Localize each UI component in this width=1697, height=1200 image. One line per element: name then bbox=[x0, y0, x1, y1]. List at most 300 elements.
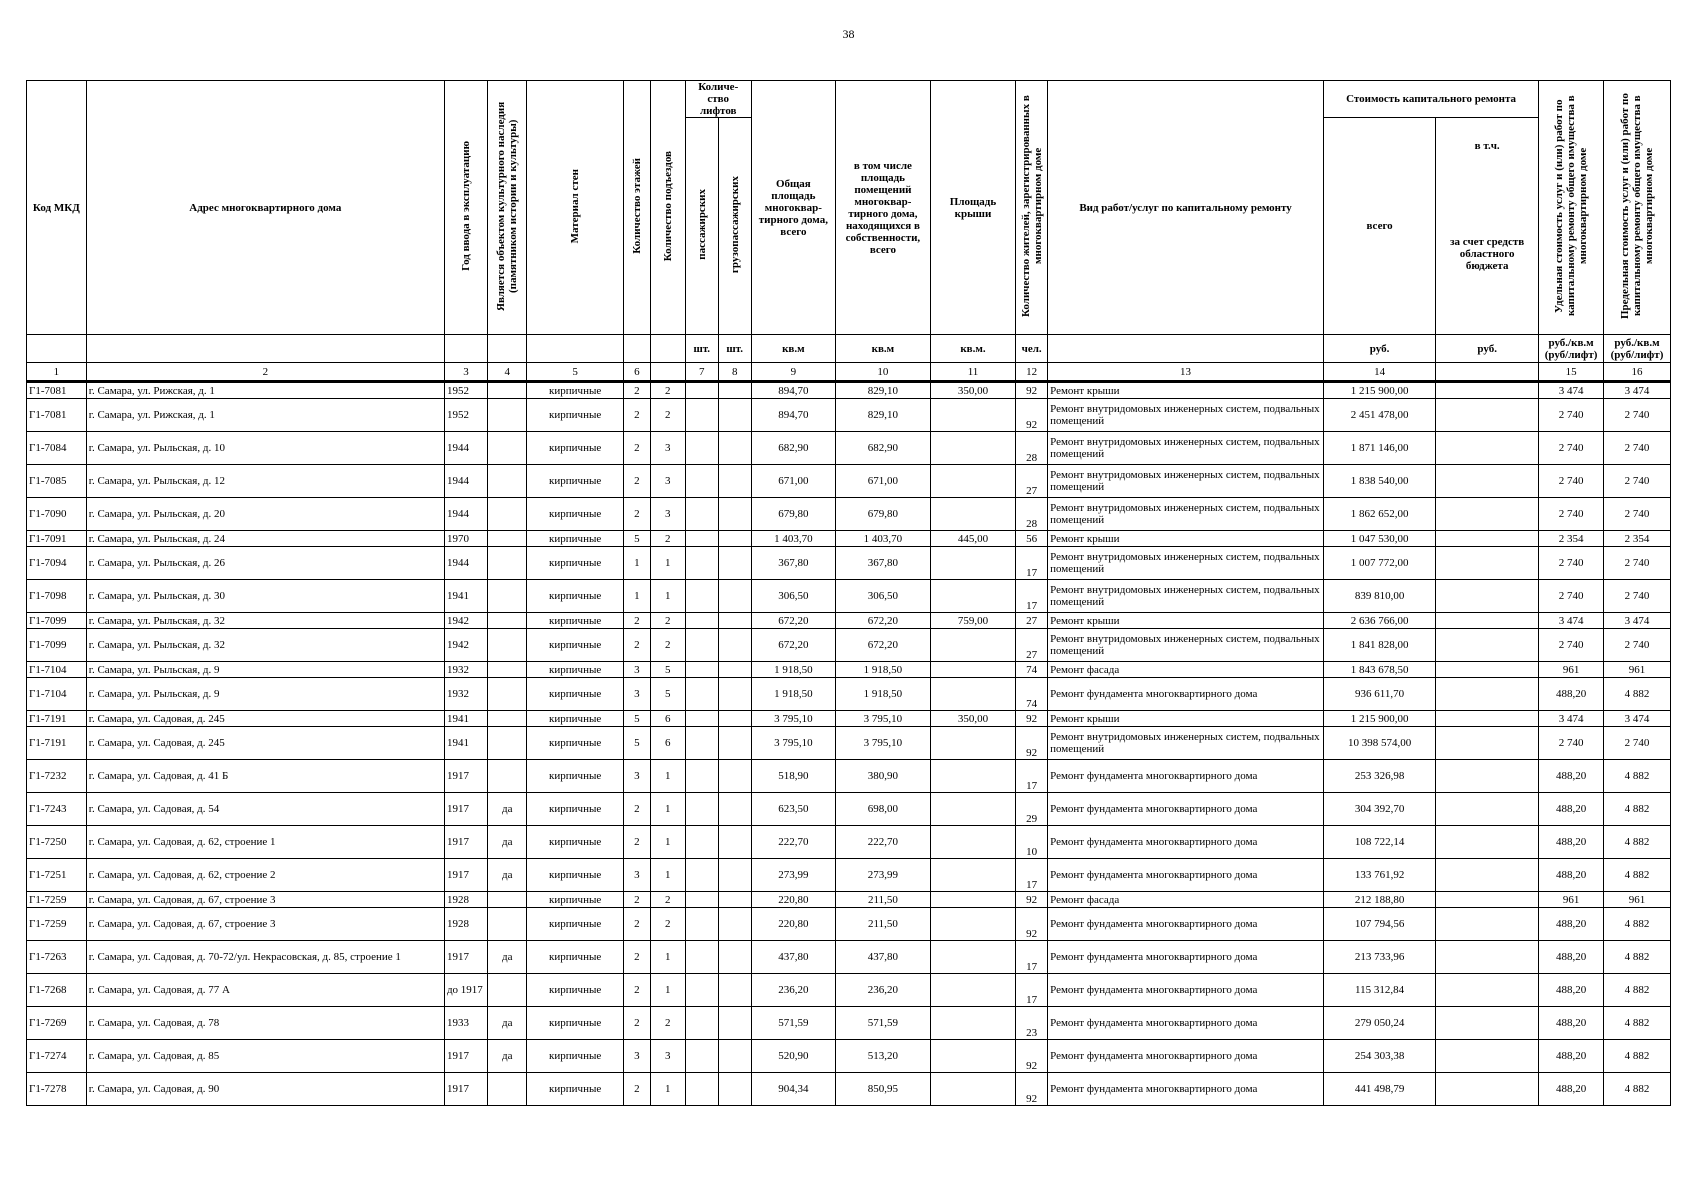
address-cell: г. Самара, ул. Садовая, д. 62, строение 2 bbox=[86, 859, 444, 892]
lifts-cargo-cell bbox=[718, 613, 751, 629]
table-row bbox=[27, 711, 1671, 727]
floors-cell: 2 bbox=[624, 399, 651, 432]
header-roof-area: Площадь крыши bbox=[930, 81, 1015, 335]
total-area-cell: 679,80 bbox=[751, 498, 835, 531]
heritage-cell bbox=[488, 580, 527, 613]
lifts-cargo-cell bbox=[718, 399, 751, 432]
entrances-cell: 1 bbox=[650, 547, 685, 580]
column-number: 13 bbox=[1048, 363, 1324, 382]
residents-cell: 28 bbox=[1016, 432, 1048, 465]
residents-cell: 56 bbox=[1016, 531, 1048, 547]
lifts-pass-cell bbox=[685, 974, 718, 1007]
owned-area-cell: 513,20 bbox=[836, 1040, 931, 1073]
limit-cost-cell: 4 882 bbox=[1603, 760, 1670, 793]
cost-regional-cell bbox=[1436, 974, 1539, 1007]
roof-area-cell bbox=[930, 399, 1015, 432]
owned-area-cell: 1 918,50 bbox=[836, 678, 931, 711]
roof-area-cell bbox=[930, 1007, 1015, 1040]
header-floors: Количество этажей bbox=[630, 158, 643, 254]
page-number: 38 bbox=[842, 27, 855, 41]
cost-regional-cell bbox=[1436, 760, 1539, 793]
owned-area-cell: 682,90 bbox=[836, 432, 931, 465]
wall-material-cell: кирпичные bbox=[527, 580, 624, 613]
entrances-cell: 5 bbox=[650, 678, 685, 711]
owned-area-cell: 672,20 bbox=[836, 629, 931, 662]
lifts-cargo-cell bbox=[718, 432, 751, 465]
heritage-cell bbox=[488, 399, 527, 432]
owned-area-cell: 222,70 bbox=[836, 826, 931, 859]
lifts-pass-cell bbox=[685, 662, 718, 678]
residents-cell: 74 bbox=[1016, 662, 1048, 678]
cost-regional-cell bbox=[1436, 629, 1539, 662]
cost-regional-cell bbox=[1436, 547, 1539, 580]
owned-area-cell: 679,80 bbox=[836, 498, 931, 531]
floors-cell: 5 bbox=[624, 711, 651, 727]
floors-cell: 2 bbox=[624, 613, 651, 629]
column-number: 14 bbox=[1323, 363, 1435, 382]
address-cell: г. Самара, ул. Садовая, д. 245 bbox=[86, 711, 444, 727]
work-type-cell: Ремонт внутридомовых инженерных систем, подвальных помещений bbox=[1048, 547, 1324, 580]
heritage-cell bbox=[488, 432, 527, 465]
residents-cell: 92 bbox=[1016, 382, 1048, 399]
table-row bbox=[27, 760, 1671, 793]
entrances-cell: 2 bbox=[650, 399, 685, 432]
residents-cell: 17 bbox=[1016, 580, 1048, 613]
cost-total-cell: 1 215 900,00 bbox=[1323, 711, 1435, 727]
code-cell: Г1-7104 bbox=[27, 678, 87, 711]
limit-cost-cell: 2 354 bbox=[1603, 531, 1670, 547]
unit-cost-cell: 2 740 bbox=[1539, 580, 1604, 613]
lifts-pass-cell bbox=[685, 382, 718, 399]
total-area-cell: 3 795,10 bbox=[751, 727, 835, 760]
unit-cost-cell: 488,20 bbox=[1539, 760, 1604, 793]
unit-pcs-cargo: шт. bbox=[718, 335, 751, 363]
heritage-cell bbox=[488, 465, 527, 498]
heritage-cell bbox=[488, 531, 527, 547]
floors-cell: 3 bbox=[624, 760, 651, 793]
lifts-pass-cell bbox=[685, 547, 718, 580]
code-cell: Г1-7099 bbox=[27, 629, 87, 662]
header-lifts-cargo: грузопассажирских bbox=[728, 175, 741, 274]
unit-cost-cell: 2 740 bbox=[1539, 727, 1604, 760]
code-cell: Г1-7250 bbox=[27, 826, 87, 859]
entrances-cell: 1 bbox=[650, 793, 685, 826]
entrances-cell: 3 bbox=[650, 465, 685, 498]
heritage-cell bbox=[488, 1073, 527, 1106]
lifts-cargo-cell bbox=[718, 793, 751, 826]
lifts-cargo-cell bbox=[718, 859, 751, 892]
cost-regional-cell bbox=[1436, 465, 1539, 498]
residents-cell: 17 bbox=[1016, 547, 1048, 580]
lifts-pass-cell bbox=[685, 1040, 718, 1073]
column-number: 8 bbox=[718, 363, 751, 382]
address-cell: г. Самара, ул. Рижская, д. 1 bbox=[86, 399, 444, 432]
work-type-cell: Ремонт крыши bbox=[1048, 711, 1324, 727]
floors-cell: 1 bbox=[624, 580, 651, 613]
roof-area-cell bbox=[930, 941, 1015, 974]
lifts-pass-cell bbox=[685, 629, 718, 662]
entrances-cell: 2 bbox=[650, 531, 685, 547]
floors-cell: 2 bbox=[624, 382, 651, 399]
year-cell: до 1917 bbox=[444, 974, 487, 1007]
address-cell: г. Самара, ул. Садовая, д. 85 bbox=[86, 1040, 444, 1073]
heritage-cell: да bbox=[488, 941, 527, 974]
cost-regional-cell bbox=[1436, 1007, 1539, 1040]
unit-cost-cell: 488,20 bbox=[1539, 941, 1604, 974]
unit-rub-regional: руб. bbox=[1436, 335, 1539, 363]
floors-cell: 3 bbox=[624, 662, 651, 678]
unit-cost-cell: 961 bbox=[1539, 892, 1604, 908]
wall-material-cell: кирпичные bbox=[527, 498, 624, 531]
table-row bbox=[27, 382, 1671, 399]
wall-material-cell: кирпичные bbox=[527, 974, 624, 1007]
limit-cost-cell: 961 bbox=[1603, 662, 1670, 678]
code-cell: Г1-7191 bbox=[27, 727, 87, 760]
limit-cost-cell: 4 882 bbox=[1603, 826, 1670, 859]
roof-area-cell bbox=[930, 432, 1015, 465]
table-row bbox=[27, 580, 1671, 613]
owned-area-cell: 698,00 bbox=[836, 793, 931, 826]
header-cost-regional: за счет средств областного бюджета bbox=[1436, 174, 1539, 335]
owned-area-cell: 672,20 bbox=[836, 613, 931, 629]
lifts-cargo-cell bbox=[718, 941, 751, 974]
roof-area-cell bbox=[930, 1073, 1015, 1106]
unit-cost-cell: 3 474 bbox=[1539, 613, 1604, 629]
cost-total-cell: 304 392,70 bbox=[1323, 793, 1435, 826]
residents-cell: 17 bbox=[1016, 859, 1048, 892]
cost-total-cell: 1 007 772,00 bbox=[1323, 547, 1435, 580]
cost-regional-cell bbox=[1436, 678, 1539, 711]
year-cell: 1944 bbox=[444, 547, 487, 580]
unit-cost-cell: 2 740 bbox=[1539, 465, 1604, 498]
owned-area-cell: 829,10 bbox=[836, 399, 931, 432]
lifts-cargo-cell bbox=[718, 580, 751, 613]
limit-cost-cell: 4 882 bbox=[1603, 678, 1670, 711]
header-wall: Материал стен bbox=[569, 168, 582, 244]
work-type-cell: Ремонт внутридомовых инженерных систем, подвальных помещений bbox=[1048, 727, 1324, 760]
unit-cost-cell: 2 740 bbox=[1539, 399, 1604, 432]
entrances-cell: 2 bbox=[650, 1007, 685, 1040]
table-row bbox=[27, 974, 1671, 1007]
address-cell: г. Самара, ул. Рыльская, д. 10 bbox=[86, 432, 444, 465]
heritage-cell bbox=[488, 760, 527, 793]
residents-cell: 27 bbox=[1016, 465, 1048, 498]
cost-regional-cell bbox=[1436, 941, 1539, 974]
lifts-pass-cell bbox=[685, 399, 718, 432]
limit-cost-cell: 4 882 bbox=[1603, 908, 1670, 941]
year-cell: 1917 bbox=[444, 793, 487, 826]
wall-material-cell: кирпичные bbox=[527, 908, 624, 941]
total-area-cell: 222,70 bbox=[751, 826, 835, 859]
owned-area-cell: 236,20 bbox=[836, 974, 931, 1007]
total-area-cell: 671,00 bbox=[751, 465, 835, 498]
residents-cell: 92 bbox=[1016, 908, 1048, 941]
table-row bbox=[27, 941, 1671, 974]
cost-total-cell: 2 451 478,00 bbox=[1323, 399, 1435, 432]
lifts-pass-cell bbox=[685, 859, 718, 892]
entrances-cell: 2 bbox=[650, 613, 685, 629]
address-cell: г. Самара, ул. Садовая, д. 90 bbox=[86, 1073, 444, 1106]
wall-material-cell: кирпичные bbox=[527, 1007, 624, 1040]
column-number: 9 bbox=[751, 363, 835, 382]
total-area-cell: 894,70 bbox=[751, 399, 835, 432]
address-cell: г. Самара, ул. Садовая, д. 78 bbox=[86, 1007, 444, 1040]
table-row bbox=[27, 1007, 1671, 1040]
heritage-cell: да bbox=[488, 826, 527, 859]
floors-cell: 3 bbox=[624, 1040, 651, 1073]
work-type-cell: Ремонт фундамента многоквартирного дома bbox=[1048, 1007, 1324, 1040]
roof-area-cell bbox=[930, 892, 1015, 908]
address-cell: г. Самара, ул. Садовая, д. 67, строение 3 bbox=[86, 908, 444, 941]
floors-cell: 3 bbox=[624, 678, 651, 711]
cost-regional-cell bbox=[1436, 498, 1539, 531]
header-lifts-pass: пассажирских bbox=[695, 189, 708, 260]
roof-area-cell: 445,00 bbox=[930, 531, 1015, 547]
limit-cost-cell: 2 740 bbox=[1603, 580, 1670, 613]
address-cell: г. Самара, ул. Рыльская, д. 32 bbox=[86, 629, 444, 662]
residents-cell: 92 bbox=[1016, 711, 1048, 727]
roof-area-cell bbox=[930, 629, 1015, 662]
floors-cell: 2 bbox=[624, 629, 651, 662]
roof-area-cell bbox=[930, 1040, 1015, 1073]
cost-total-cell: 279 050,24 bbox=[1323, 1007, 1435, 1040]
table-row bbox=[27, 629, 1671, 662]
code-cell: Г1-7090 bbox=[27, 498, 87, 531]
floors-cell: 2 bbox=[624, 1007, 651, 1040]
wall-material-cell: кирпичные bbox=[527, 793, 624, 826]
work-type-cell: Ремонт фундамента многоквартирного дома bbox=[1048, 908, 1324, 941]
unit-cost-cell: 2 354 bbox=[1539, 531, 1604, 547]
table-row bbox=[27, 531, 1671, 547]
year-cell: 1942 bbox=[444, 613, 487, 629]
floors-cell: 2 bbox=[624, 974, 651, 1007]
roof-area-cell bbox=[930, 793, 1015, 826]
lifts-pass-cell bbox=[685, 793, 718, 826]
cost-total-cell: 10 398 574,00 bbox=[1323, 727, 1435, 760]
header-heritage: Является объектом культурного наследия (памятником истории и культуры) bbox=[495, 101, 520, 311]
heritage-cell: да bbox=[488, 1007, 527, 1040]
cost-total-cell: 839 810,00 bbox=[1323, 580, 1435, 613]
limit-cost-cell: 4 882 bbox=[1603, 1007, 1670, 1040]
lifts-pass-cell bbox=[685, 531, 718, 547]
unit-cost-cell: 488,20 bbox=[1539, 908, 1604, 941]
year-cell: 1952 bbox=[444, 399, 487, 432]
work-type-cell: Ремонт крыши bbox=[1048, 613, 1324, 629]
limit-cost-cell: 2 740 bbox=[1603, 432, 1670, 465]
year-cell: 1917 bbox=[444, 826, 487, 859]
residents-cell: 92 bbox=[1016, 892, 1048, 908]
wall-material-cell: кирпичные bbox=[527, 547, 624, 580]
lifts-cargo-cell bbox=[718, 711, 751, 727]
cost-regional-cell bbox=[1436, 432, 1539, 465]
header-lifts-group: Количе-ство лифтов bbox=[685, 81, 751, 118]
lifts-cargo-cell bbox=[718, 678, 751, 711]
limit-cost-cell: 961 bbox=[1603, 892, 1670, 908]
cost-total-cell: 1 047 530,00 bbox=[1323, 531, 1435, 547]
entrances-cell: 1 bbox=[650, 941, 685, 974]
code-cell: Г1-7274 bbox=[27, 1040, 87, 1073]
year-cell: 1944 bbox=[444, 465, 487, 498]
cost-total-cell: 936 611,70 bbox=[1323, 678, 1435, 711]
column-numbers-row bbox=[27, 363, 1671, 382]
work-type-cell: Ремонт фундамента многоквартирного дома bbox=[1048, 760, 1324, 793]
code-cell: Г1-7104 bbox=[27, 662, 87, 678]
heritage-cell bbox=[488, 908, 527, 941]
unit-cost-cell: 488,20 bbox=[1539, 859, 1604, 892]
lifts-pass-cell bbox=[685, 465, 718, 498]
wall-material-cell: кирпичные bbox=[527, 1073, 624, 1106]
roof-area-cell bbox=[930, 826, 1015, 859]
owned-area-cell: 211,50 bbox=[836, 892, 931, 908]
year-cell: 1928 bbox=[444, 892, 487, 908]
table-row bbox=[27, 727, 1671, 760]
entrances-cell: 3 bbox=[650, 1040, 685, 1073]
year-cell: 1952 bbox=[444, 382, 487, 399]
owned-area-cell: 571,59 bbox=[836, 1007, 931, 1040]
code-cell: Г1-7094 bbox=[27, 547, 87, 580]
code-cell: Г1-7269 bbox=[27, 1007, 87, 1040]
year-cell: 1917 bbox=[444, 859, 487, 892]
table-row bbox=[27, 908, 1671, 941]
cost-regional-cell bbox=[1436, 399, 1539, 432]
floors-cell: 2 bbox=[624, 432, 651, 465]
code-cell: Г1-7081 bbox=[27, 382, 87, 399]
roof-area-cell bbox=[930, 580, 1015, 613]
year-cell: 1917 bbox=[444, 760, 487, 793]
lifts-cargo-cell bbox=[718, 727, 751, 760]
work-type-cell: Ремонт фундамента многоквартирного дома bbox=[1048, 941, 1324, 974]
owned-area-cell: 211,50 bbox=[836, 908, 931, 941]
header-unit-cost: Удельная стоимость услуг и (или) работ по капитальному ремонту общего имущества в многоквартирном доме bbox=[1553, 95, 1590, 317]
residents-cell: 92 bbox=[1016, 727, 1048, 760]
lifts-cargo-cell bbox=[718, 531, 751, 547]
wall-material-cell: кирпичные bbox=[527, 826, 624, 859]
year-cell: 1928 bbox=[444, 908, 487, 941]
entrances-cell: 1 bbox=[650, 1073, 685, 1106]
address-cell: г. Самара, ул. Садовая, д. 70-72/ул. Некрасовская, д. 85, строение 1 bbox=[86, 941, 444, 974]
total-area-cell: 520,90 bbox=[751, 1040, 835, 1073]
code-cell: Г1-7259 bbox=[27, 908, 87, 941]
unit-cost-cell: 488,20 bbox=[1539, 1073, 1604, 1106]
limit-cost-cell: 4 882 bbox=[1603, 793, 1670, 826]
lifts-cargo-cell bbox=[718, 908, 751, 941]
heritage-cell bbox=[488, 892, 527, 908]
floors-cell: 2 bbox=[624, 1073, 651, 1106]
cost-regional-cell bbox=[1436, 382, 1539, 399]
year-cell: 1941 bbox=[444, 580, 487, 613]
total-area-cell: 571,59 bbox=[751, 1007, 835, 1040]
unit-cost-cell: 3 474 bbox=[1539, 711, 1604, 727]
floors-cell: 2 bbox=[624, 793, 651, 826]
column-number: 11 bbox=[930, 363, 1015, 382]
total-area-cell: 518,90 bbox=[751, 760, 835, 793]
code-cell: Г1-7232 bbox=[27, 760, 87, 793]
cost-total-cell: 1 838 540,00 bbox=[1323, 465, 1435, 498]
unit-roof-area: кв.м. bbox=[930, 335, 1015, 363]
work-type-cell: Ремонт крыши bbox=[1048, 531, 1324, 547]
cost-total-cell: 1 843 678,50 bbox=[1323, 662, 1435, 678]
wall-material-cell: кирпичные bbox=[527, 382, 624, 399]
floors-cell: 2 bbox=[624, 826, 651, 859]
year-cell: 1941 bbox=[444, 727, 487, 760]
cost-total-cell: 107 794,56 bbox=[1323, 908, 1435, 941]
roof-area-cell bbox=[930, 678, 1015, 711]
owned-area-cell: 671,00 bbox=[836, 465, 931, 498]
heritage-cell bbox=[488, 629, 527, 662]
unit-cost-cell: 488,20 bbox=[1539, 826, 1604, 859]
unit-owned-area: кв.м bbox=[836, 335, 931, 363]
cost-total-cell: 1 862 652,00 bbox=[1323, 498, 1435, 531]
roof-area-cell bbox=[930, 727, 1015, 760]
wall-material-cell: кирпичные bbox=[527, 760, 624, 793]
header-cost-total: всего bbox=[1323, 118, 1435, 335]
total-area-cell: 1 403,70 bbox=[751, 531, 835, 547]
residents-cell: 92 bbox=[1016, 399, 1048, 432]
cost-total-cell: 441 498,79 bbox=[1323, 1073, 1435, 1106]
year-cell: 1941 bbox=[444, 711, 487, 727]
code-cell: Г1-7263 bbox=[27, 941, 87, 974]
capital-repair-table bbox=[26, 80, 1671, 1106]
lifts-cargo-cell bbox=[718, 662, 751, 678]
table-row bbox=[27, 826, 1671, 859]
unit-cost-cell: 488,20 bbox=[1539, 974, 1604, 1007]
column-number bbox=[1436, 363, 1539, 382]
lifts-pass-cell bbox=[685, 711, 718, 727]
table-row bbox=[27, 613, 1671, 629]
limit-cost-cell: 4 882 bbox=[1603, 974, 1670, 1007]
cost-regional-cell bbox=[1436, 1040, 1539, 1073]
entrances-cell: 2 bbox=[650, 908, 685, 941]
limit-cost-cell: 2 740 bbox=[1603, 727, 1670, 760]
header-code: Код МКД bbox=[27, 81, 87, 335]
work-type-cell: Ремонт фундамента многоквартирного дома bbox=[1048, 974, 1324, 1007]
wall-material-cell: кирпичные bbox=[527, 465, 624, 498]
entrances-cell: 1 bbox=[650, 859, 685, 892]
limit-cost-cell: 2 740 bbox=[1603, 547, 1670, 580]
entrances-cell: 6 bbox=[650, 711, 685, 727]
lifts-cargo-cell bbox=[718, 1007, 751, 1040]
lifts-pass-cell bbox=[685, 498, 718, 531]
year-cell: 1917 bbox=[444, 1040, 487, 1073]
unit-people: чел. bbox=[1016, 335, 1048, 363]
entrances-cell: 1 bbox=[650, 974, 685, 1007]
unit-total-area: кв.м bbox=[751, 335, 835, 363]
entrances-cell: 2 bbox=[650, 382, 685, 399]
work-type-cell: Ремонт внутридомовых инженерных систем, подвальных помещений bbox=[1048, 465, 1324, 498]
address-cell: г. Самара, ул. Рижская, д. 1 bbox=[86, 382, 444, 399]
lifts-pass-cell bbox=[685, 826, 718, 859]
entrances-cell: 1 bbox=[650, 760, 685, 793]
total-area-cell: 437,80 bbox=[751, 941, 835, 974]
total-area-cell: 1 918,50 bbox=[751, 662, 835, 678]
address-cell: г. Самара, ул. Рыльская, д. 32 bbox=[86, 613, 444, 629]
wall-material-cell: кирпичные bbox=[527, 629, 624, 662]
wall-material-cell: кирпичные bbox=[527, 727, 624, 760]
column-number: 1 bbox=[27, 363, 87, 382]
lifts-cargo-cell bbox=[718, 760, 751, 793]
lifts-cargo-cell bbox=[718, 1073, 751, 1106]
limit-cost-cell: 2 740 bbox=[1603, 399, 1670, 432]
heritage-cell bbox=[488, 711, 527, 727]
lifts-pass-cell bbox=[685, 678, 718, 711]
lifts-pass-cell bbox=[685, 580, 718, 613]
wall-material-cell: кирпичные bbox=[527, 432, 624, 465]
work-type-cell: Ремонт внутридомовых инженерных систем, подвальных помещений bbox=[1048, 629, 1324, 662]
total-area-cell: 236,20 bbox=[751, 974, 835, 1007]
roof-area-cell: 759,00 bbox=[930, 613, 1015, 629]
code-cell: Г1-7191 bbox=[27, 711, 87, 727]
lifts-pass-cell bbox=[685, 892, 718, 908]
